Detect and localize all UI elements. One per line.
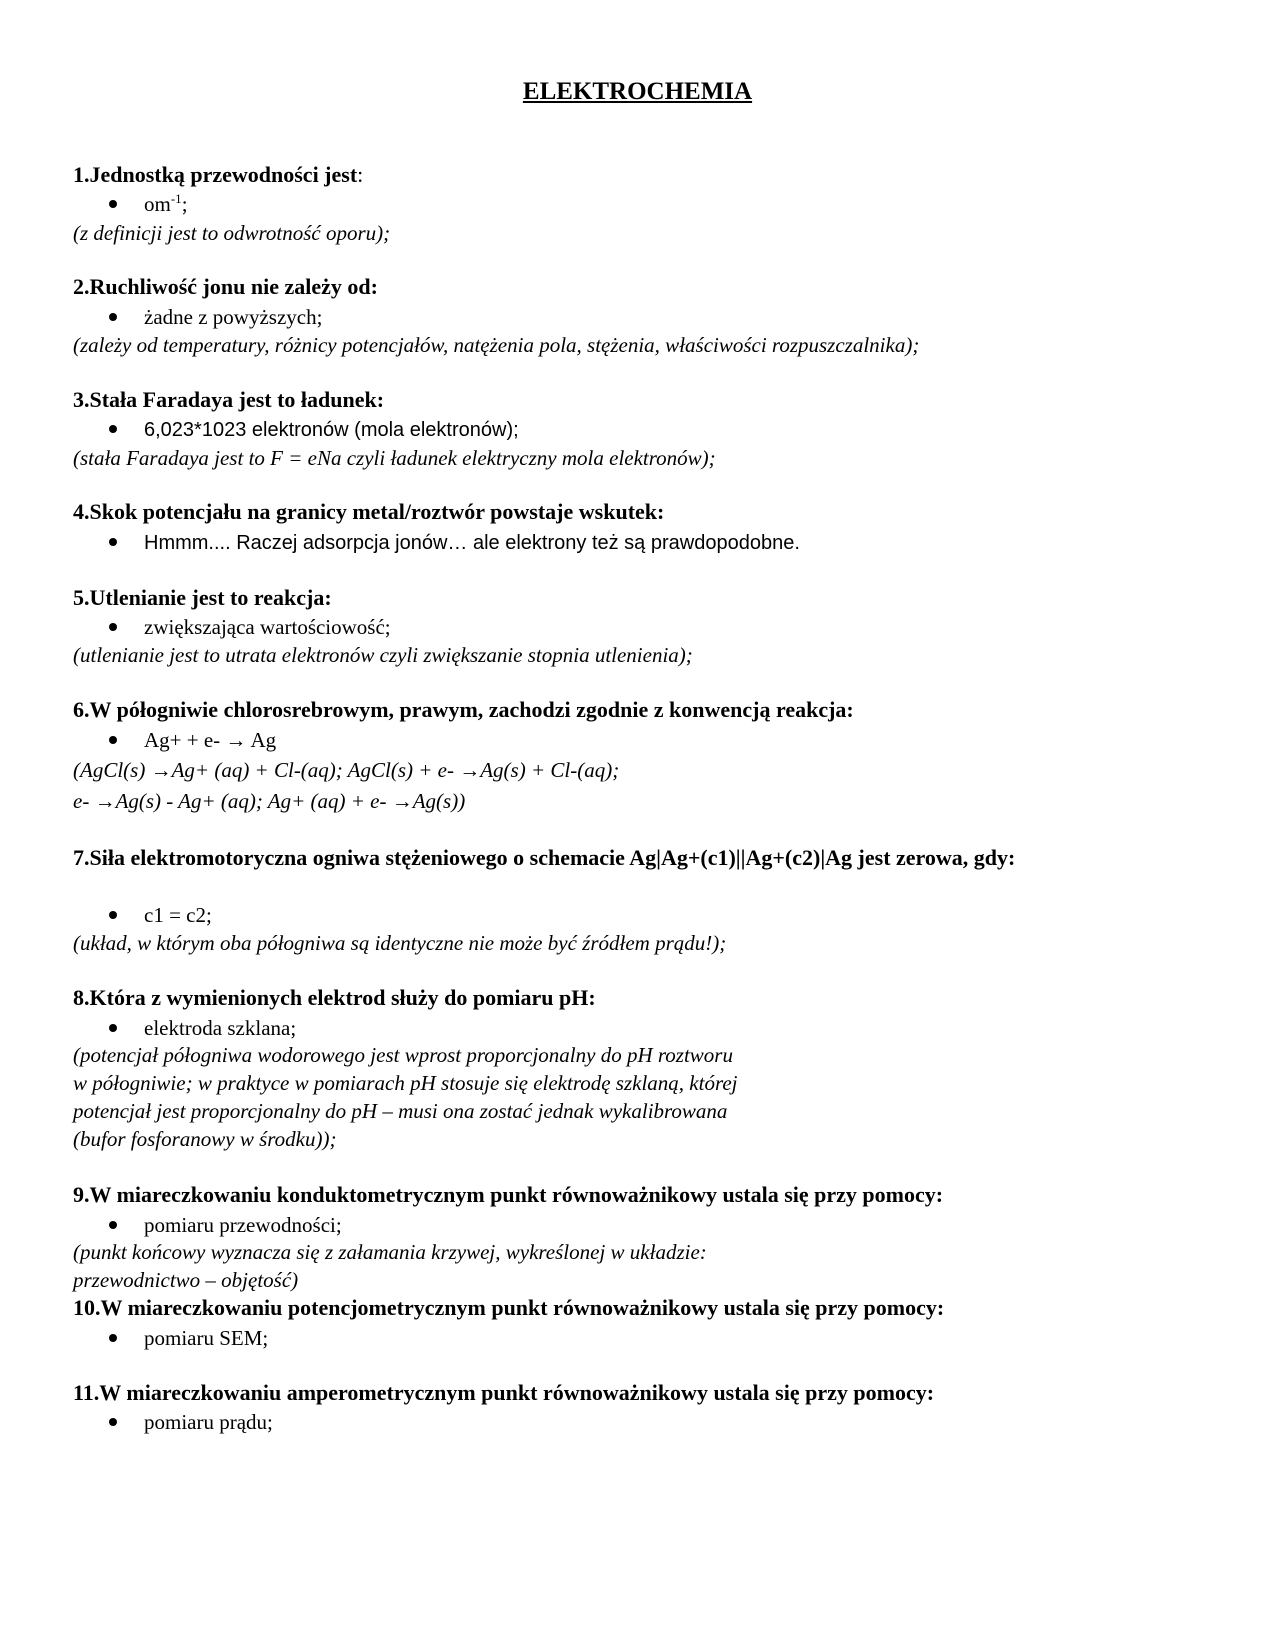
- question-8-answer: elektroda szklana;: [109, 1013, 296, 1043]
- question-4-number: 4.: [73, 499, 90, 524]
- document-title: ELEKTROCHEMIA: [522, 78, 753, 105]
- question-11-number: 11.: [73, 1380, 100, 1405]
- question-8-note-line-3: potencjał jest proporcjonalny do pH – musi ona zostać jednak wykalibrowana: [73, 1099, 728, 1123]
- question-9-note-line-1: (punkt końcowy wyznacza się z załamania krzywej, wykreślonej w układzie:: [73, 1240, 707, 1264]
- question-3-note: (stała Faradaya jest to F = eNa czyli ładunek elektryczny mola elektronów);: [73, 446, 716, 470]
- bullet-icon: [109, 1024, 117, 1032]
- question-1-note: (z definicji jest to odwrotność oporu);: [73, 221, 391, 245]
- question-5-note: (utlenianie jest to utrata elektronów czyli zwiększanie stopnia utlenienia);: [73, 643, 693, 667]
- bullet-icon: [109, 425, 117, 433]
- question-8-heading: [73, 983, 596, 1013]
- question-10-heading: [73, 1293, 944, 1323]
- question-9-note-line-2: przewodnictwo – objętość): [73, 1268, 299, 1292]
- question-11-answer: pomiaru prądu;: [109, 1407, 273, 1437]
- question-8-note-line-1: (potencjał półogniwa wodorowego jest wprost proporcjonalny do pH roztworu: [73, 1043, 733, 1067]
- question-4-text: Skok potencjału na granicy metal/roztwór powstaje wskutek:: [89, 499, 665, 524]
- question-7-note: (układ, w którym oba półogniwa są identyczne nie może być źródłem prądu!);: [73, 931, 727, 955]
- question-6-answer: Ag+ + e- → Ag: [109, 725, 276, 755]
- bullet-icon: [109, 911, 117, 919]
- question-7-number: 7.: [73, 845, 90, 870]
- question-9-heading: [73, 1180, 943, 1210]
- question-2-answer: żadne z powyższych;: [109, 302, 322, 332]
- question-9-answer: pomiaru przewodności;: [109, 1210, 342, 1240]
- question-10-answer: pomiaru SEM;: [109, 1323, 268, 1353]
- bullet-icon: [109, 313, 117, 321]
- question-5-number: 5.: [73, 585, 90, 610]
- bullet-icon: [109, 1418, 117, 1426]
- bullet-icon: [109, 1334, 117, 1342]
- question-8-note-line-2: w półogniwie; w praktyce w pomiarach pH stosuje się elektrodę szklaną, której: [73, 1071, 738, 1095]
- question-3-number: 3.: [73, 387, 90, 412]
- question-7-answer: c1 = c2;: [109, 900, 212, 930]
- question-8-note-line-4: (bufor fosforanowy w środku));: [73, 1127, 337, 1151]
- question-10-number: 10.: [73, 1295, 101, 1320]
- question-3-text: Stała Faradaya jest to ładunek:: [89, 387, 385, 412]
- question-9-text: W miareczkowaniu konduktometrycznym punkt równoważnikowy ustala się przy pomocy:: [89, 1182, 944, 1207]
- question-6-note-line-1: (AgCl(s) →Ag+ (aq) + Cl-(aq); AgCl(s) + e- →Ag(s) + Cl-(aq);: [73, 758, 620, 782]
- question-11-text: W miareczkowaniu amperometrycznym punkt równoważnikowy ustala się przy pomocy:: [99, 1380, 935, 1405]
- question-2-heading: [73, 272, 378, 302]
- question-11-heading: [73, 1378, 934, 1408]
- question-1-number: 1.: [73, 162, 90, 187]
- question-2-note: (zależy od temperatury, różnicy potencjałów, natężenia pola, stężenia, właściwości rozpuszczalnika);: [73, 333, 920, 357]
- answer-1-main: om: [144, 192, 171, 216]
- bullet-icon: [109, 200, 117, 208]
- question-3-answer: 6,023*1023 elektronów (mola elektronów);: [109, 415, 519, 445]
- question-5-answer: zwiększająca wartościowość;: [109, 612, 391, 642]
- question-2-text: Ruchliwość jonu nie zależy od:: [89, 274, 378, 299]
- question-6-text: W półogniwie chlorosrebrowym, prawym, zachodzi zgodnie z konwencją reakcja:: [89, 697, 854, 722]
- question-8-number: 8.: [73, 985, 90, 1010]
- question-6-note-line-2: e- →Ag(s) - Ag+ (aq); Ag+ (aq) + e- →Ag(s)): [73, 789, 466, 813]
- question-4-answer: Hmmm.... Raczej adsorpcja jonów… ale elektrony też są prawdopodobne.: [109, 528, 800, 558]
- bullet-icon: [109, 623, 117, 631]
- question-2-number: 2.: [73, 274, 90, 299]
- question-8-text: Która z wymienionych elektrod służy do pomiaru pH:: [89, 985, 596, 1010]
- question-4-heading: [73, 497, 664, 527]
- question-1-suffix: :: [357, 162, 364, 187]
- question-1-heading: [73, 160, 363, 190]
- answer-1-sup: -1: [170, 191, 182, 206]
- bullet-icon: [109, 538, 117, 546]
- answer-1-tail: ;: [181, 192, 188, 216]
- question-1-answer: [109, 189, 188, 219]
- question-1-text: Jednostką przewodności jest: [89, 162, 358, 187]
- question-10-text: W miareczkowaniu potencjometrycznym punkt równoważnikowy ustala się przy pomocy:: [100, 1295, 945, 1320]
- question-7-heading: [73, 843, 1203, 873]
- bullet-icon: [109, 736, 117, 744]
- bullet-icon: [109, 1221, 117, 1229]
- question-9-number: 9.: [73, 1182, 90, 1207]
- question-5-heading: [73, 583, 332, 613]
- question-5-text: Utlenianie jest to reakcja:: [89, 585, 332, 610]
- question-7-text: Siła elektromotoryczna ogniwa stężeniowego o schemacie Ag|Ag+(c1)||Ag+(c2)|Ag jest zerowa, gdy:: [89, 845, 1016, 870]
- question-3-heading: [73, 385, 384, 415]
- question-6-heading: [73, 695, 854, 725]
- question-6-number: 6.: [73, 697, 90, 722]
